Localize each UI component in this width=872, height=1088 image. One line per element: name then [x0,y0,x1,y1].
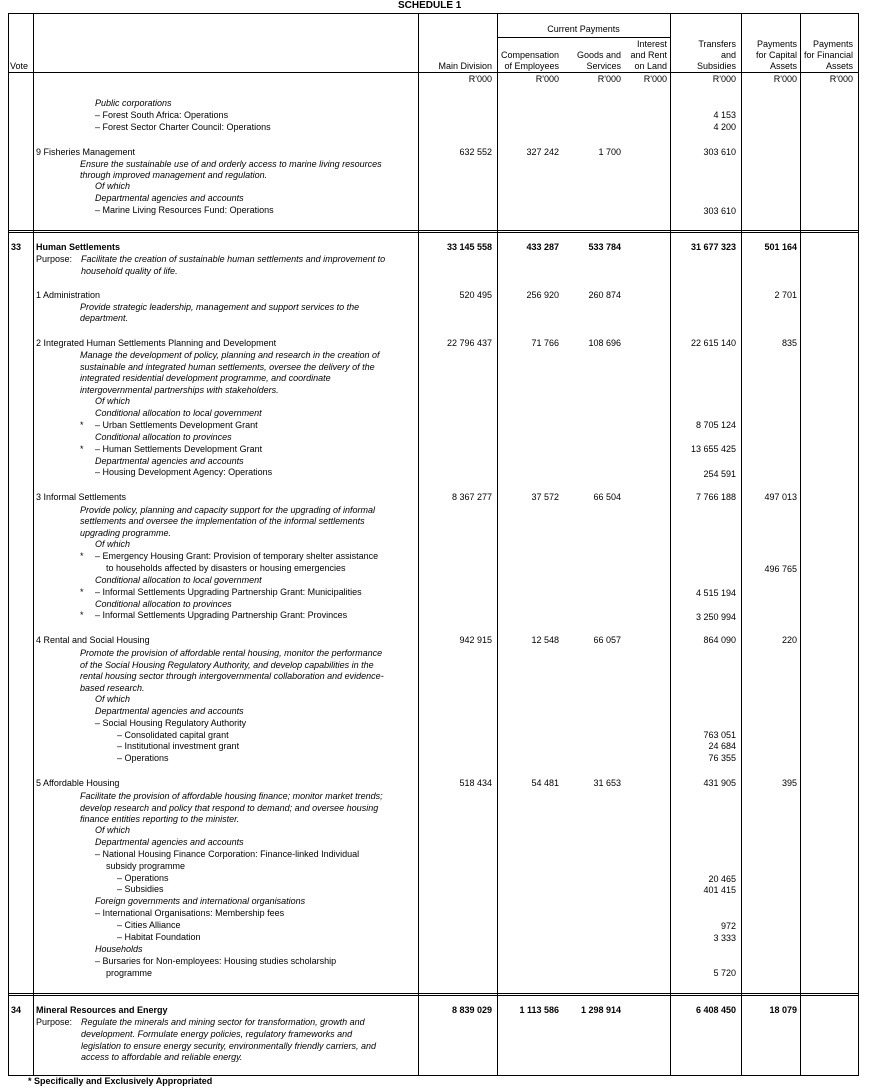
row-text: 4 Rental and Social Housing [36,635,150,645]
row-text: – Housing Development Agency: Operations [95,467,273,477]
row-text: Departmental agencies and accounts [95,193,244,203]
row-text: subsidy programme [106,861,186,871]
row-text: – Operations [117,753,169,763]
amount-cell: 3 333 [713,933,736,943]
row-text: – International Organisations: Membership fees [95,908,285,918]
row-text: – Consolidated capital grant [117,730,229,740]
amount-cell: 763 051 [703,730,736,740]
amount-cell: 8 705 124 [695,420,736,430]
row-text: Households [95,944,143,954]
row-text: – Human Settlements Development Grant [95,444,263,454]
amount-cell: 2 701 [774,290,797,300]
amount-cell: 4 515 194 [695,588,736,598]
amount-cell: 533 784 [588,242,621,252]
row-text: Regulate the minerals and mining sector for transformation, growth and [81,1017,365,1027]
amount-cell: 942 915 [459,635,492,645]
row-text: Of which [95,539,131,549]
column-header-line: Assets [825,61,853,71]
column-header-line: of Employees [504,61,559,71]
column-unit: R'000 [712,74,736,84]
vote-header: Vote [10,61,29,71]
column-unit: R'000 [597,74,621,84]
column-header-line: Main Division [438,61,492,71]
amount-cell: 632 552 [459,147,492,157]
amount-cell: 18 079 [769,1005,797,1015]
row-text: Conditional allocation to provinces [95,432,232,442]
amount-cell: 7 766 188 [695,492,736,502]
amount-cell: 5 720 [713,968,736,978]
amount-cell: 66 504 [593,492,621,502]
row-text: intergovernmental partnerships with stakeholders. [80,385,279,395]
amount-cell: 1 700 [598,147,621,157]
amount-cell: 6 408 450 [695,1005,736,1015]
purpose-label: Purpose: [36,1017,73,1027]
row-text: 9 Fisheries Management [36,147,136,157]
amount-cell: 22 796 437 [446,338,492,348]
amount-cell: 1 113 586 [519,1005,559,1015]
row-text: rental housing sector through intergovernmental collaboration and evidence- [80,671,384,681]
row-text: department. [80,313,129,323]
row-text: Facilitate the provision of affordable housing finance; monitor market trends; [80,791,383,801]
column-header-line: Transfers [698,39,736,49]
row-text: – Habitat Foundation [117,932,201,942]
column-header-line: Payments [812,39,853,49]
amount-cell: 254 591 [703,469,736,479]
amount-cell: 54 481 [531,778,559,788]
row-text: – Forest South Africa: Operations [95,110,229,120]
row-text: Of which [95,181,131,191]
row-text: – Institutional investment grant [117,741,240,751]
row-text: – Operations [117,873,169,883]
appropriation-marker: * [80,610,84,620]
amount-cell: 20 465 [708,874,736,884]
row-text: Conditional allocation to local government [95,408,262,418]
column-header-line: Payments [756,39,797,49]
amount-cell: 4 153 [713,110,736,120]
row-text: through improved management and regulation. [80,170,268,180]
row-text: – Subsidies [117,884,164,894]
row-text: of the Social Housing Regulatory Authority, and develop capabilities in the [80,660,374,670]
row-text: – Bursaries for Non-employees: Housing studies scholarship [95,956,337,966]
amount-cell: 431 905 [703,778,736,788]
amount-cell: 12 548 [531,635,559,645]
amount-cell: 108 696 [588,338,621,348]
amount-cell: 260 874 [588,290,621,300]
amount-cell: 8 367 277 [451,492,492,502]
column-header-line: on Land [634,61,667,71]
amount-cell: 835 [781,338,797,348]
row-text: – Cities Alliance [117,920,181,930]
row-text: Provide strategic leadership, management and support services to the [80,302,360,312]
amount-cell: 4 200 [713,122,736,132]
row-text: to households affected by disasters or housing emergencies [106,563,346,573]
amount-cell: 303 610 [703,206,736,216]
column-header-line: Goods and [576,50,621,60]
row-text: sustainable and integrated human settlements, oversee the delivery of the [80,362,375,372]
row-text: 2 Integrated Human Settlements Planning and Development [36,338,277,348]
amount-cell: 497 013 [764,492,797,502]
amount-cell: 66 057 [593,635,621,645]
row-text: – National Housing Finance Corporation: Finance-linked Individual [95,849,360,859]
amount-cell: 433 287 [526,242,559,252]
row-text: integrated residential development programme, and coordinate [80,373,331,383]
footnote: * Specifically and Exclusively Appropriated [28,1076,213,1086]
amount-cell: 31 677 323 [690,242,736,252]
row-text: Of which [95,694,131,704]
amount-cell: 864 090 [703,635,736,645]
row-text: Departmental agencies and accounts [95,837,244,847]
column-unit: R'000 [643,74,667,84]
column-header-line: for Financial [803,50,853,60]
row-text: Conditional allocation to provinces [95,599,232,609]
row-text: upgrading programme. [80,528,172,538]
column-header-line: and [720,50,736,60]
row-text: Of which [95,825,131,835]
row-text: settlements and oversee the implementation of the informal settlements [80,516,365,526]
row-text: finance entities reporting to the minister. [80,814,240,824]
column-header-line: Interest [636,39,667,49]
appropriation-marker: * [80,444,84,454]
column-unit: R'000 [829,74,853,84]
row-text: Foreign governments and international organisations [95,896,306,906]
row-text: Departmental agencies and accounts [95,456,244,466]
amount-cell: 220 [781,635,797,645]
amount-cell: 1 298 914 [580,1005,621,1015]
purpose-label: Purpose: [36,254,73,264]
appropriation-marker: * [80,587,84,597]
row-text: Human Settlements [36,242,121,252]
amount-cell: 518 434 [459,778,492,788]
appropriation-marker: * [80,420,84,430]
column-header-line: Subsidies [696,61,736,71]
amount-cell: 24 684 [708,741,736,751]
column-unit: R'000 [468,74,492,84]
appropriation-marker: * [80,551,84,561]
row-text: Conditional allocation to local government [95,575,262,585]
row-text: legislation to ensure energy security, environmentally friendly carriers, and [81,1041,376,1051]
column-header-line: Assets [769,61,797,71]
row-text: – Urban Settlements Development Grant [95,420,258,430]
column-header-line: for Capital [755,50,797,60]
column-header-line: and Rent [630,50,667,60]
amount-cell: 256 920 [526,290,559,300]
row-text: development. Formulate energy policies, regulatory frameworks and [81,1029,353,1039]
row-text: develop research and policy that respond to demand; and oversee housing [80,803,379,813]
row-text: programme [106,968,153,978]
row-text: Departmental agencies and accounts [95,706,244,716]
column-header-line: Services [586,61,621,71]
row-text: Ensure the sustainable use of and orderly access to marine living resources [80,159,382,169]
column-unit: R'000 [535,74,559,84]
row-text: access to affordable and reliable energy. [81,1052,243,1062]
amount-cell: 13 655 425 [690,444,736,454]
amount-cell: 8 839 029 [451,1005,492,1015]
row-text: Facilitate the creation of sustainable human settlements and improvement to [81,254,386,264]
row-text: – Forest Sector Charter Council: Operations [95,122,271,132]
amount-cell: 401 415 [703,885,736,895]
row-text: – Informal Settlements Upgrading Partnership Grant: Provinces [95,610,348,620]
amount-cell: 31 653 [593,778,621,788]
amount-cell: 496 765 [764,564,797,574]
row-text: Manage the development of policy, planning and research in the creation of [80,350,380,360]
amount-cell: 501 164 [764,242,797,252]
amount-cell: 303 610 [703,147,736,157]
vote-number: 34 [11,1005,22,1015]
amount-cell: 3 250 994 [695,612,736,622]
amount-cell: 71 766 [531,338,559,348]
row-text: Of which [95,396,131,406]
amount-cell: 22 615 140 [690,338,736,348]
column-unit: R'000 [773,74,797,84]
row-text: household quality of life. [81,266,178,276]
amount-cell: 37 572 [531,492,559,502]
row-text: Provide policy, planning and capacity support for the upgrading of informal [80,505,376,515]
current-payments-header: Current Payments [547,24,620,34]
column-header-line: Compensation [500,50,559,60]
row-text: – Marine Living Resources Fund: Operations [95,205,274,215]
amount-cell: 327 242 [526,147,559,157]
row-text: – Emergency Housing Grant: Provision of temporary shelter assistance [95,551,379,561]
schedule-title: SCHEDULE 1 [398,0,462,11]
row-text: based research. [80,683,145,693]
amount-cell: 520 495 [459,290,492,300]
row-text: 5 Affordable Housing [36,778,120,788]
amount-cell: 972 [720,921,736,931]
row-text: Promote the provision of affordable rental housing, monitor the performance [80,648,383,658]
row-text: Public corporations [95,98,172,108]
row-text: Mineral Resources and Energy [36,1005,168,1015]
row-text: – Social Housing Regulatory Authority [95,718,247,728]
amount-cell: 76 355 [708,753,736,763]
row-text: 3 Informal Settlements [36,492,127,502]
row-text: – Informal Settlements Upgrading Partnership Grant: Municipalities [95,587,362,597]
vote-number: 33 [11,242,22,252]
amount-cell: 395 [781,778,797,788]
amount-cell: 33 145 558 [446,242,492,252]
row-text: 1 Administration [36,290,101,300]
